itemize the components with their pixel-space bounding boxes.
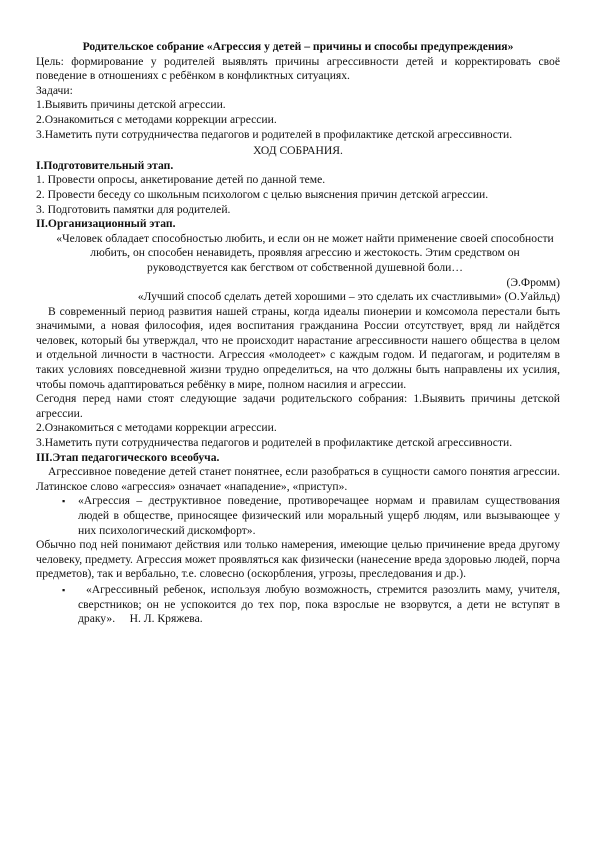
- bullet-kryazheva-text: [78, 583, 560, 627]
- stage1-item-1: 1. Провести опросы, анкетирование детей по данной теме.: [36, 173, 326, 187]
- progress-heading: ХОД СОБРАНИЯ.: [253, 144, 343, 158]
- fromm-quote: «Человек обладает способностью любить, и если он не может найти применение своей способности любить, он способен ненавидеть, проявляя агрессию и жестокость. Этим средством он руководствуется как бегством от собственной душевной боли…: [56, 231, 554, 274]
- bullet-definition-text: «Агрессия – деструктивное поведение, противоречащее нормам и правилам существования людей в обществе, приносящее физический или моральный ущерб людям, или вызывающее у них психологический дискомфорт».: [78, 494, 560, 537]
- task-item-1: 1.Выявить причины детской агрессии.: [36, 98, 226, 112]
- stage1-heading: I.Подготовительный этап.: [36, 158, 174, 172]
- stage2-tasks-intro: Сегодня перед нами стоят следующие задачи родительского собрания: 1.Выявить причины детской агрессии.: [36, 392, 560, 420]
- bullet-kryazheva: [36, 583, 560, 627]
- task-item-3: 3.Наметить пути сотрудничества педагогов и родителей в профилактике детской агрессивности.: [36, 127, 513, 141]
- stage3-paragraph-1: Агрессивное поведение детей станет понятнее, если разобраться в сущности самого понятия агрессии. Латинское слово «агрессия» означает «нападение», «приступ».: [36, 465, 560, 493]
- fromm-author: (Э.Фромм): [506, 275, 560, 289]
- kryazheva-author: Н. Л. Кряжева.: [129, 612, 203, 626]
- bullet-icon: ▪: [62, 496, 66, 507]
- tasks-heading: Задачи:: [36, 83, 73, 97]
- stage2-heading: II.Организационный этап.: [36, 217, 176, 231]
- stage1-item-3: 3. Подготовить памятки для родителей.: [36, 202, 231, 216]
- kryazheva-quote: «Агрессивный ребенок, используя любую возможность, стремится разозлить маму, учителя, сверстников; он не успокоится до тех пор, пока взрослые не взорвутся, а дети не вступят в драку».: [78, 582, 560, 626]
- stage3-paragraph-2: Обычно под ней понимают действия или только намерения, имеющие целью причинение вреда другому человеку, предмету. Агрессия может проявляться как физически (нанесение вреда здоровью людей, порча предметов), так и вербально, т.е. словесно (оскорбления, угрозы, преследования и др.).: [36, 538, 560, 581]
- stage2-paragraph: В современный период развития нашей страны, когда идеалы пионерии и комсомола перестали быть значимыми, а новая философия, идея воспитания гражданина России отсутствует, вряд ли найдётся человек, который бы утверждал, что не происходит нарастание агрессивности нашего общества в целом и отдельной личности в частности. Агрессия «молодеет» с каждым годом. И педагогам, и родителям в таких условиях повседневной жизни трудно определиться, на что должны быть направлены их усилия, чтобы помочь адаптироваться ребёнку в мире, полном насилия и агрессии.: [36, 304, 560, 391]
- stage3-heading: III.Этап педагогического всеобуча.: [36, 450, 220, 464]
- goal-text: Цель: формирование у родителей выявлять причины агрессивности детей и корректировать своё поведение в отношениях с ребёнком в конфликтных ситуациях.: [36, 54, 560, 83]
- document-title: Родительское собрание «Агрессия у детей – причины и способы предупреждения»: [82, 40, 514, 53]
- stage2-task-3: 3.Наметить пути сотрудничества педагогов и родителей в профилактике детской агрессивности.: [36, 436, 513, 450]
- wilde-quote: «Лучший способ сделать детей хорошими – это сделать их счастливыми» (О.Уайльд): [137, 290, 560, 304]
- task-item-2: 2.Ознакомиться с методами коррекции агрессии.: [36, 112, 277, 126]
- stage2-task-2: 2.Ознакомиться с методами коррекции агрессии.: [36, 421, 277, 435]
- bullet-definition: [36, 494, 560, 538]
- stage1-item-2: 2. Провести беседу со школьным психологом с целью выяснения причин детской агрессии.: [36, 187, 489, 201]
- bullet-icon: ▪: [62, 584, 66, 595]
